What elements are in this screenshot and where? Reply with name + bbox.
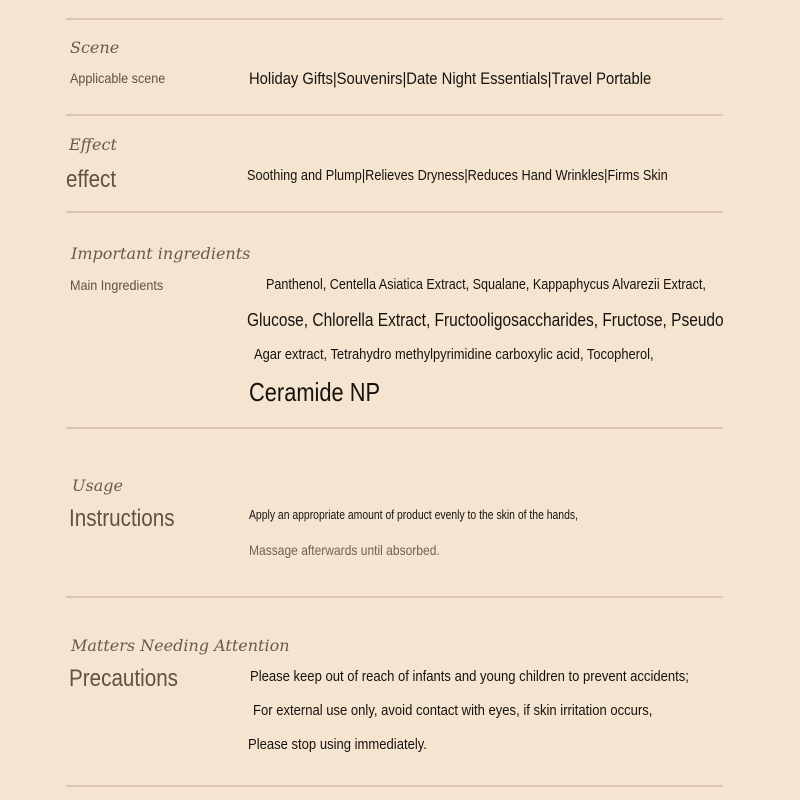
precautions-label: Precautions	[69, 665, 179, 692]
precautions-line-1: Please keep out of reach of infants and young children to prevent accidents;	[250, 668, 689, 685]
usage-label: Instructions	[69, 505, 175, 532]
ingredients-label: Main Ingredients	[70, 277, 164, 293]
divider	[66, 427, 723, 429]
ingredients-heading: Important ingredients	[71, 244, 251, 263]
ingredients-line-4: Ceramide NP	[249, 377, 381, 407]
scene-heading: Scene	[70, 38, 120, 57]
usage-line-2: Massage afterwards until absorbed.	[249, 542, 440, 558]
divider	[66, 596, 723, 598]
scene-value: Holiday Gifts|Souvenirs|Date Night Essentials|Travel Portable	[249, 69, 652, 88]
divider	[66, 785, 723, 787]
divider	[66, 211, 723, 213]
ingredients-line-1: Panthenol, Centella Asiatica Extract, Squalane, Kappaphycus Alvarezii Extract,	[266, 276, 706, 293]
effect-value: Soothing and Plump|Relieves Dryness|Reduces Hand Wrinkles|Firms Skin	[247, 167, 668, 184]
divider	[66, 18, 723, 20]
ingredients-line-3: Agar extract, Tetrahydro methylpyrimidine carboxylic acid, Tocopherol,	[254, 346, 654, 363]
effect-heading: Effect	[69, 135, 117, 154]
precautions-line-3: Please stop using immediately.	[248, 736, 427, 753]
usage-line-1: Apply an appropriate amount of product evenly to the skin of the hands,	[249, 507, 578, 522]
ingredients-line-2: Glucose, Chlorella Extract, Fructooligosaccharides, Fructose, Pseudo	[247, 310, 724, 330]
precautions-heading: Matters Needing Attention	[71, 636, 290, 655]
divider	[66, 114, 723, 116]
usage-heading: Usage	[72, 476, 123, 495]
effect-label: effect	[66, 166, 117, 193]
precautions-line-2: For external use only, avoid contact with eyes, if skin irritation occurs,	[253, 702, 653, 719]
scene-label: Applicable scene	[70, 70, 166, 86]
